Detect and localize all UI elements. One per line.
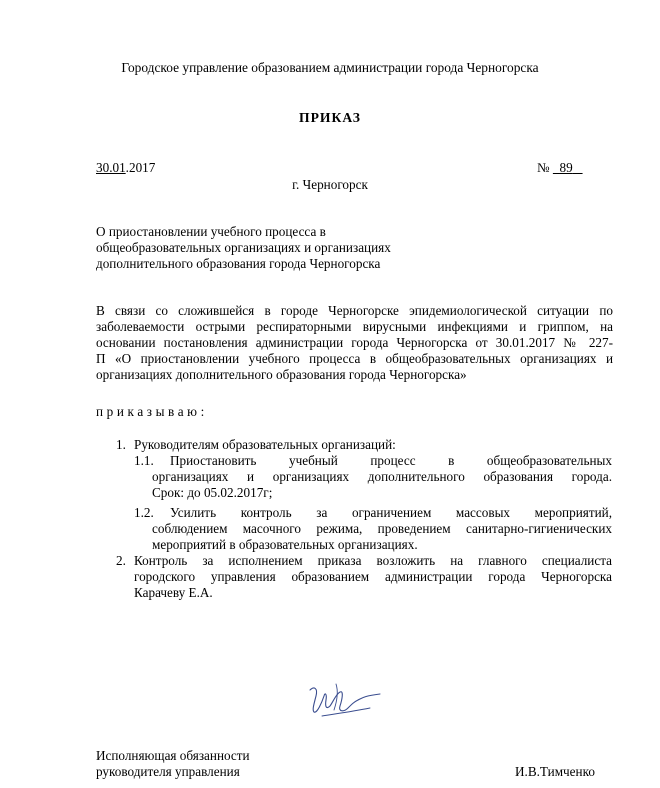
order-word: приказываю: bbox=[96, 404, 208, 419]
item-2-line: городского управления образованием администрации города Черногорска bbox=[134, 569, 612, 584]
handwritten-signature bbox=[300, 676, 390, 726]
document-title: ПРИКАЗ bbox=[299, 110, 361, 125]
order-date bbox=[96, 160, 155, 176]
item-2-line: Контроль за исполнением приказа возложить на главного специалиста bbox=[134, 553, 612, 568]
item-1-2-line: Усилить контроль за ограничением массовых мероприятий, bbox=[170, 505, 612, 520]
intro-line: заболеваемости острыми респираторными вирусными инфекциями и гриппом, на bbox=[96, 319, 613, 334]
intro-line: В связи со сложившейся в городе Черногорске эпидемиологической ситуации по bbox=[96, 303, 613, 318]
order-subject bbox=[96, 224, 516, 272]
intro-line: организациях дополнительного образования города Черногорска» bbox=[96, 367, 467, 382]
item-1-number: 1. bbox=[116, 437, 126, 452]
item-1-1-line: Приостановить учебный процесс в общеобразовательных bbox=[170, 453, 612, 468]
item-2-line: Карачеву Е.А. bbox=[134, 585, 213, 600]
item-1-2-line: мероприятий в образовательных организациях. bbox=[152, 537, 418, 552]
item-1-1-line: Срок: до 05.02.2017г; bbox=[152, 485, 273, 500]
order-date-day-month: 30.01 bbox=[96, 160, 126, 175]
signatory-role: Исполняющая обязанности bbox=[96, 748, 250, 763]
order-subject-line: общеобразовательных организациях и организациях bbox=[96, 240, 391, 255]
item-1-text: Руководителям образовательных организаций: bbox=[134, 437, 396, 452]
city: г. Черногорск bbox=[292, 177, 368, 192]
intro-line: основании постановления администрации города Черногорска от 30.01.2017 № 227- bbox=[96, 335, 613, 350]
intro-line: П «О приостановлении учебного процесса в общеобразовательных организациях и bbox=[96, 351, 613, 366]
item-1-1-number: 1.1. bbox=[134, 453, 154, 468]
order-subject-line: О приостановлении учебного процесса в bbox=[96, 224, 326, 239]
order-number-label: № bbox=[537, 160, 550, 175]
item-1-1-line: организациях и организациях дополнительного образования города. bbox=[152, 469, 612, 484]
signatory-role: руководителя управления bbox=[96, 764, 240, 779]
item-1-2-line: соблюдением масочного режима, проведением санитарно-гигиенических bbox=[152, 521, 612, 536]
order-number bbox=[537, 160, 583, 176]
order-date-year: .2017 bbox=[125, 160, 156, 175]
order-number-value: 89 bbox=[559, 160, 573, 175]
document-header: Городское управление образованием администрации города Черногорска bbox=[121, 60, 539, 75]
order-intro bbox=[96, 303, 613, 383]
item-2-number: 2. bbox=[116, 553, 126, 568]
signatory-name: И.В.Тимченко bbox=[515, 764, 595, 779]
order-subject-line: дополнительного образования города Черногорска bbox=[96, 256, 381, 271]
item-1-2-number: 1.2. bbox=[134, 505, 154, 520]
